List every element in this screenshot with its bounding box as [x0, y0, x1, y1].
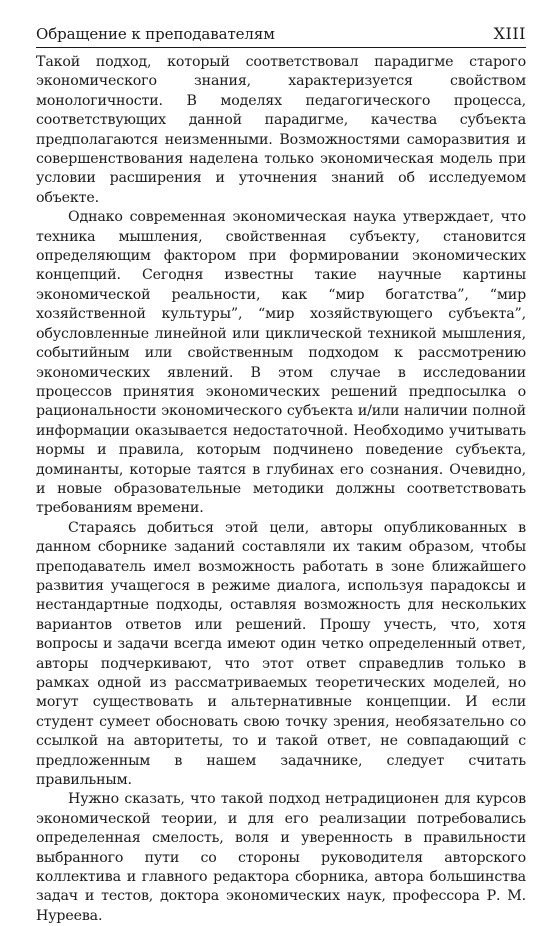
running-header [36, 24, 526, 48]
section-title: Обращение к преподавателям [36, 25, 275, 43]
book-page [36, 24, 526, 926]
body-text [36, 53, 526, 926]
paragraph: Такой подход, который соответствовал парадигме старого экономического знания, характеризуется свойством монологичности. В моделях педагогического процесса, соответствующих данной парадигме, качества субъекта предполагаются неизменными. Возможностями саморазвития и совершенствования наделена только экономическая модель при условии расширения и уточнения знаний об исследуемом объекте. [36, 54, 526, 206]
page-number: XIII [493, 24, 526, 43]
paragraph: Стараясь добиться этой цели, авторы опубликованных в данном сборнике заданий составляли их таким образом, чтобы преподаватель имел возможность работать в зоне ближайшего развития учащегося в режиме диалога, используя парадоксы и нестандартные подходы, оставляя возможность для нескольких вариантов ответов или решений. Прошу учесть, что, хотя вопросы и задачи всегда имеют один четко определенный ответ, авторы подчеркивают, что этот ответ справедлив только в рамках одной из рассматриваемых теоретических моделей, но могут существовать и альтернативные концепции. И если студент сумеет обосновать свою точку зрения, необязательно со ссылкой на авторитеты, то и такой ответ, не совпадающий с предложенным в нашем задачнике, следует считать правильным. [36, 519, 526, 789]
paragraph: Однако современная экономическая наука утверждает, что техника мышления, свойственная субъекту, становится определяющим фактором при формировании экономических концепций. Сегодня известны такие научные картины экономической реальности, как “мир богатства”, “мир хозяйственной культуры”, “мир хозяйствующего субъекта”, обусловленные линейной или циклической техникой мышления, событийным или свойственным подходом к рассмотрению экономических явлений. В этом случае в исследовании процессов принятия экономических решений предпосылка о рациональности экономического субъекта и/или наличии полной информации оказывается недостаточной. Необходимо учитывать нормы и правила, которым подчинено поведение субъекта, доминанты, которые таятся в глубинах его сознания. Очевидно, и новые образовательные методики должны соответствовать требованиям времени. [36, 209, 526, 517]
paragraph: Нужно сказать, что такой подход нетрадиционен для курсов экономической теории, и для его реализации потребовались определенная смелость, воля и уверенность в правильности выбранного пути со стороны руководителя авторского коллектива и главного редактора сборника, автора большинства задач и тестов, доктора экономических наук, профессора Р. М. Нуреева. [36, 791, 526, 924]
